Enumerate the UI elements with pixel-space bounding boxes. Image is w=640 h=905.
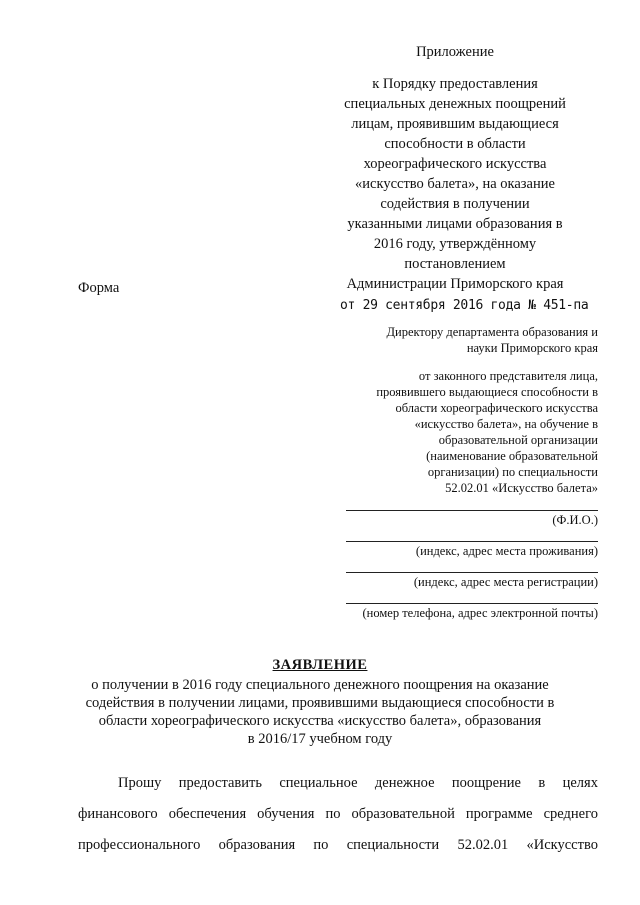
body-word: финансового: [78, 806, 158, 822]
fill-in-line: [346, 572, 598, 573]
form-label: Форма: [78, 280, 120, 296]
sender-line: проявившего выдающиеся способности в: [376, 385, 598, 399]
body-word: образования: [218, 837, 296, 853]
sender-line: 52.02.01 «Искусство балета»: [445, 481, 598, 495]
body-word: целях: [562, 775, 598, 791]
body-word: предоставить: [178, 775, 262, 791]
statement-title: ЗАЯВЛЕНИЕ: [272, 657, 368, 673]
appendix-line: хореографического искусства: [363, 156, 547, 172]
appendix-block: [340, 42, 589, 316]
contact-field[interactable]: [346, 603, 598, 634]
appendix-line: лицам, проявившим выдающиеся: [351, 116, 559, 132]
fill-in-line: [346, 541, 598, 542]
field-caption: (Ф.И.О.): [552, 513, 598, 527]
body-word: денежное: [374, 775, 435, 791]
body-word: по: [325, 806, 341, 822]
recipient-line: Директору департамента образования и: [386, 325, 598, 339]
appendix-line: 2016 году, утверждённому: [373, 236, 537, 252]
sender-line: образовательной организации: [438, 433, 598, 447]
body-word: образовательной: [351, 806, 455, 822]
body-line: [78, 773, 598, 804]
sender-block: [345, 368, 598, 496]
sender-line: области хореографического искусства: [395, 401, 598, 415]
body-word: в: [538, 775, 546, 791]
appendix-line: способности в области: [384, 136, 526, 152]
name-field[interactable]: [346, 510, 598, 541]
appendix-line: Администрации Приморского края: [346, 276, 564, 292]
body-word: обеспечения: [168, 806, 247, 822]
body-word: 52.02.01: [457, 837, 509, 853]
body-word: среднего: [543, 806, 598, 822]
body-word: обучения: [257, 806, 315, 822]
field-caption: (номер телефона, адрес электронной почты): [362, 606, 598, 620]
registration-address-field[interactable]: [346, 572, 598, 603]
sender-line: (наименование образовательной: [426, 449, 598, 463]
appendix-line: указанными лицами образования в: [347, 216, 563, 232]
appendix-line: специальных денежных поощрений: [344, 96, 566, 112]
body-word: специальное: [279, 775, 358, 791]
body-line: [78, 804, 598, 835]
sender-line: от законного представителя лица,: [418, 369, 598, 383]
body-word: профессионального: [78, 837, 201, 853]
fill-in-line: [346, 603, 598, 604]
sender-line: организации) по специальности: [427, 465, 598, 479]
fill-in-line: [346, 510, 598, 511]
statement-body: [78, 773, 598, 866]
appendix-line: к Порядку предоставления: [372, 76, 538, 92]
statement-subtitle-line: в 2016/17 учебном году: [247, 731, 393, 747]
appendix-line: постановлением: [404, 256, 506, 272]
field-caption: (индекс, адрес места регистрации): [413, 575, 598, 589]
body-word: программе: [465, 806, 533, 822]
body-word: поощрение: [451, 775, 521, 791]
appendix-title: Приложение: [416, 44, 494, 60]
decree-stamp: от 29 сентября 2016 года № 451-па: [340, 298, 589, 313]
applicant-fields: [346, 510, 598, 634]
statement-subtitle-line: содействия в получении лицами, проявившими выдающиеся способности в: [85, 695, 555, 711]
sender-line: «искусство балета», на обучение в: [414, 417, 598, 431]
statement-heading: [60, 656, 580, 748]
statement-subtitle-line: о получении в 2016 году специального денежного поощрения на оказание: [91, 677, 549, 693]
statement-subtitle-line: области хореографического искусства «искусство балета», образования: [98, 713, 542, 729]
body-word: специальности: [346, 837, 440, 853]
residence-address-field[interactable]: [346, 541, 598, 572]
appendix-line: содействия в получении: [380, 196, 530, 212]
recipient-block: [355, 324, 598, 356]
body-word: Прошу: [118, 775, 162, 791]
body-line: [78, 835, 598, 866]
field-caption: (индекс, адрес места проживания): [415, 544, 598, 558]
body-word: «Искусство: [526, 837, 598, 853]
body-word: по: [313, 837, 329, 853]
recipient-line: науки Приморского края: [466, 341, 598, 355]
appendix-line: «искусство балета», на оказание: [355, 176, 555, 192]
